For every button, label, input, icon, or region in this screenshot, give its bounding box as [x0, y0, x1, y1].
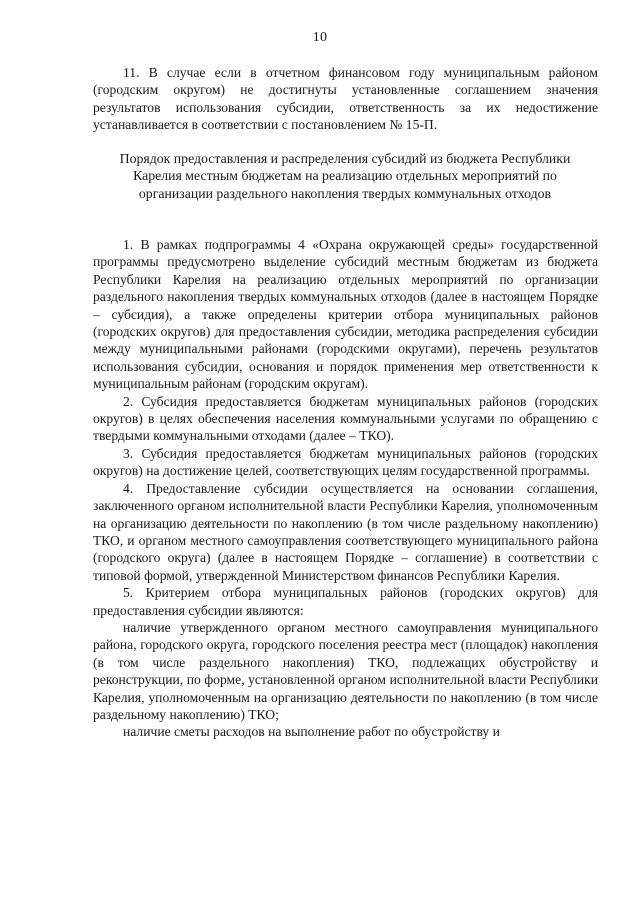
- paragraph-2: 2. Субсидия предоставляется бюджетам муниципальных районов (городских округов) в целях обеспечения населения коммунальными услугами по обращению с твердыми коммунальными отходами (далее – ТКО).: [93, 393, 598, 444]
- paragraph-5-criterion-2: наличие сметы расходов на выполнение работ по обустройству и: [123, 724, 500, 740]
- paragraph-3: 3. Субсидия предоставляется бюджетам муниципальных районов (городских округов) на достижение целей, соответствующих целям государственной программы.: [93, 445, 598, 479]
- paragraph-5: 5. Критерием отбора муниципальных районов (городских округов) для предоставления субсидии являются:: [93, 585, 598, 618]
- paragraph-4: 4. Предоставление субсидии осуществляется на основании соглашения, заключенного органом исполнительной власти Республики Карелия, уполномоченным на организацию деятельности по накоплению (в том числе раздельному накоплению) ТКО, и органом местного самоуправления соответствующего муниципального района (городского округа) (далее в настоящем Порядке – соглашение) в соответствии с типовой формой, утвержденной Министерством финансов Республики Карелия.: [93, 480, 598, 583]
- page-number: 10: [312, 30, 328, 45]
- section-heading: Порядок предоставления и распределения субсидий из бюджета Республики Карелия местным бюджетам на реализацию отдельных мероприятий по организации раздельного накопления твердых коммунальных отходов: [119, 151, 571, 201]
- paragraph-11: 11. В случае если в отчетном финансовом году муниципальным районом (городским округом) не достигнуты установленные соглашением значения результатов использования субсидии, ответственность за их недостижение устанавливается в соответствии с постановлением № 15-П.: [93, 65, 598, 133]
- section-before: [93, 64, 598, 134]
- section-body: [93, 236, 598, 741]
- paragraph-1: 1. В рамках подпрограммы 4 «Охрана окружающей среды» государственной программы предусмотрено выделение субсидий местным бюджетам из бюджета Республики Карелия на реализацию отдельных мероприятий по организации раздельного накопления твердых коммунальных отходов (далее в настоящем Порядке – субсидия), а также определены критерии отбора муниципальных районов (городских округов) для предоставления субсидии, методика распределения субсидии между муниципальными районами (городскими округами), перечень результатов использования субсидии, основания и порядок применения мер ответственности к муниципальным районам (городским округам).: [93, 237, 598, 392]
- paragraph-5-criterion-1: наличие утвержденного органом местного самоуправления муниципального района, городского округа, городского поселения реестра мест (площадок) накопления (в том числе раздельного накопления) ТКО, подлежащих обустройству и реконструкции, по форме, установленной органом исполнительной власти Республики Карелия, уполномоченным на организацию деятельности по накоплению (в том числе раздельному накоплению) ТКО;: [93, 619, 598, 722]
